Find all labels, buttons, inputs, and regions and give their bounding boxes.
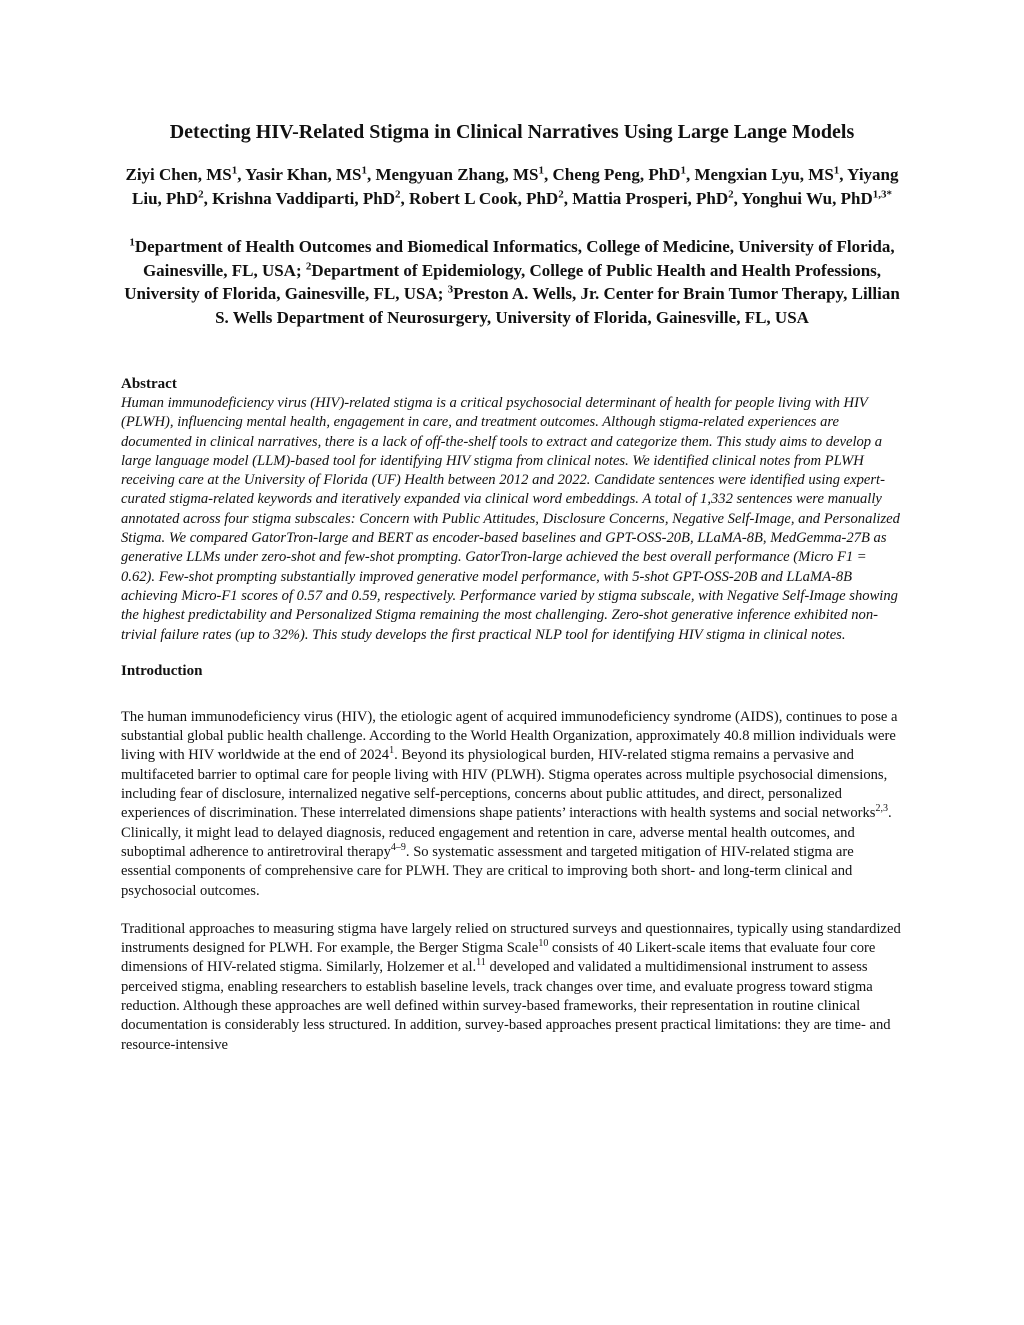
author-name: Ziyi Chen, MS [125, 165, 232, 184]
author-name: Krishna Vaddiparti, PhD [212, 189, 395, 208]
author-name: Mattia Prosperi, PhD [572, 189, 729, 208]
author-name: Yonghui Wu, PhD [741, 189, 873, 208]
author-affiliation-marker: 1,3* [872, 188, 892, 201]
introduction-paragraph-1 [121, 708, 903, 901]
author-affiliation-marker: 1 [680, 164, 686, 177]
author-affiliation-marker: 1 [833, 164, 840, 177]
author-name: Yiyang Liu, PhD [132, 165, 899, 208]
citation-superscript: 11 [476, 957, 486, 969]
paragraph-text: The human immunodeficiency virus (HIV), the etiologic agent of acquired immunodeficiency syndrome (AIDS), continues to pose a substantial global public health challenge. According to the World Health Organization, approximately 40.8 million individuals were living with HIV worldwide at the end of 2024 [121, 708, 898, 764]
paragraph-text: . Beyond its physiological burden, HIV-related stigma remains a pervasive and multifaceted barrier to optimal care for people living with HIV (PLWH). Stigma operates across multiple psychosocial dimensions, including fear of disclosure, internalized negative self-perceptions, concerns about public attitudes, and direct, personalized experiences of discrimination. These interrelated dimensions shape patients’ interactions with health systems and social networks [121, 747, 888, 822]
author-separator: , [685, 165, 695, 184]
author-name: Mengyuan Zhang, MS [375, 165, 539, 184]
affiliation-text: Department of Health Outcomes and Biomedical Informatics, College of Medicine, University of Florida, Gainesville, FL, USA; [134, 237, 895, 280]
affiliation-number: 3 [447, 283, 454, 296]
abstract-text: Human immunodeficiency virus (HIV)-related stigma is a critical psychosocial determinant of health for people living with HIV (PLWH), influencing mental health, engagement in care, and treatment outcomes. Although stigma-related experiences are documented in clinical narratives, there is a lack of off-the-shelf tools to extract and categorize them. This study aims to develop a large language model (LLM)-based tool for identifying HIV stigma from clinical notes. We identified clinical notes from PLWH receiving care at the University of Florida (UF) Health between 2012 and 2022. Candidate sentences were identified using expert-curated stigma-related keywords and iteratively expanded via clinical word embeddings. A total of 1,332 sentences were manually annotated across four stigma subscales: Concern with Public Attitudes, Disclosure Concerns, Negative Self-Image, and Personalized Stigma. We compared GatorTron-large and BERT as encoder-based baselines and GPT-OSS-20B, LLaMA-8B, MedGemma-27B as generative LLMs under zero-shot and few-shot prompting. GatorTron-large achieved the best overall performance (Micro F1 = 0.62). Few-shot prompting substantially improved generative model performance, with 5-shot GPT-OSS-20B and LLaMA-8B achieving Micro-F1 scores of 0.57 and 0.59, respectively. Performance varied by stigma subscale, with Negative Self-Image showing the highest predictability and Personalized Stigma remaining the most challenging. Zero-shot generative inference exhibited non-trivial failure rates (up to 32%). This study develops the first practical NLP tool for identifying HIV stigma in clinical notes. [121, 395, 900, 643]
affiliation-number: 2 [305, 259, 312, 272]
author-name: Yasir Khan, MS [245, 165, 362, 184]
paragraph-text: consists of 40 Likert-scale items that evaluate four core dimensions of HIV-related stigma. Similarly, Holzemer et al. [121, 940, 876, 976]
introduction-paragraph-2 [121, 920, 903, 1055]
author-affiliation-marker: 2 [728, 188, 734, 201]
citation-superscript: 4–9 [390, 842, 406, 854]
affiliation-list [121, 235, 903, 329]
author-separator: , [563, 189, 573, 208]
affiliation-number: 1 [129, 236, 135, 249]
paragraph-text: . So systematic assessment and targeted mitigation of HIV-related stigma are essential components of comprehensive care for PLWH. They are critical to improving both short- and long-term clinical and psychosocial outcomes. [121, 843, 854, 899]
abstract-heading: Abstract [121, 376, 177, 392]
citation-superscript: 1 [389, 745, 395, 757]
author-separator: , [237, 165, 246, 184]
author-separator: , [839, 165, 848, 184]
author-list [121, 163, 903, 211]
paragraph-text: developed and validated a multidimensional instrument to assess perceived stigma, enabling researchers to establish baseline levels, track changes over time, and evaluate progress toward stigma reduction. Although these approaches are well defined within survey-based frameworks, their representation in routine clinical documentation is considerably less structured. In addition, survey-based approaches present practical limitations: they are time- and resource-intensive [121, 959, 891, 1053]
author-separator: , [203, 189, 213, 208]
paragraph-text: . Clinically, it might lead to delayed diagnosis, reduced engagement and retention in care, adverse mental health outcomes, and suboptimal adherence to antiretroviral therapy [121, 805, 892, 860]
author-name: Cheng Peng, PhD [552, 165, 681, 184]
author-separator: , [400, 189, 409, 208]
author-affiliation-marker: 1 [231, 164, 238, 177]
author-separator: , [367, 165, 376, 184]
citation-superscript: 10 [538, 938, 549, 950]
affiliation-text: Preston A. Wells, Jr. Center for Brain Tumor Therapy, Lillian S. Wells Department of Neurosurgery, University of Florida, Gainesville, FL, USA [215, 284, 900, 327]
author-affiliation-marker: 2 [394, 188, 401, 201]
citation-superscript: 2,3 [875, 803, 888, 815]
paper-page [121, 118, 903, 1055]
author-affiliation-marker: 1 [538, 164, 544, 177]
author-name: Robert L Cook, PhD [408, 189, 559, 208]
affiliation-text: Department of Epidemiology, College of Public Health and Health Professions, University of Florida, Gainesville, FL, USA; [124, 260, 882, 303]
author-affiliation-marker: 1 [361, 164, 368, 177]
author-separator: , [543, 165, 553, 184]
author-affiliation-marker: 2 [558, 188, 564, 201]
author-name: Mengxian Lyu, MS [694, 165, 834, 184]
introduction-heading: Introduction [121, 662, 203, 679]
paragraph-text: Traditional approaches to measuring stigma have largely relied on structured surveys and questionnaires, typically using standardized instruments designed for PLWH. For example, the Berger Stigma Scale [121, 920, 901, 957]
author-separator: , [733, 189, 742, 208]
author-affiliation-marker: 2 [198, 188, 204, 201]
paper-title: Detecting HIV-Related Stigma in Clinical Narratives Using Large Lange Models [169, 121, 855, 143]
